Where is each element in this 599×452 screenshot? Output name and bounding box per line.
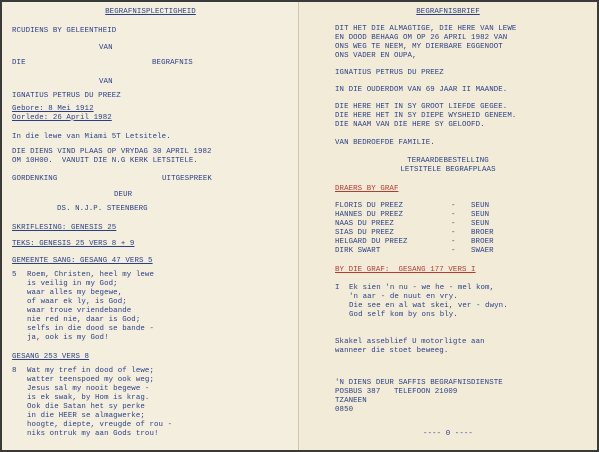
- by-label: DEUR: [114, 191, 133, 199]
- left-heading: BEGRAFNISPLECTIGHEID: [105, 8, 196, 16]
- hymn-line: waar alles my begewe,: [27, 289, 123, 297]
- burial-heading: TERAARDEBESTELLING: [407, 157, 489, 165]
- hymn-line: God self kom by ons bly.: [349, 311, 458, 319]
- service-line: OM 10H00. VANUIT DIE N.G KERK LETSITELE.: [12, 157, 198, 165]
- death-date: Oorlede: 26 April 1982: [12, 114, 112, 122]
- hymn-line: in die HEER se almagwerke;: [27, 412, 145, 420]
- bearer-dash: -: [451, 238, 456, 246]
- hymn-line: Ek sien 'n nu - we he - mel kom,: [349, 284, 495, 292]
- hymn-line: Wat my tref in dood of lewe;: [27, 367, 154, 375]
- deceased-name: IGNATIUS PETRUS DU PREEZ: [335, 69, 444, 77]
- hymn-line: watter teenspoed my ook weg;: [27, 376, 154, 384]
- bearer-dash: -: [451, 202, 456, 210]
- family-line: VAN BEDROEFDE FAMILIE.: [335, 139, 435, 147]
- hymn-line: is ek swak, by Hom is krag.: [27, 394, 150, 402]
- bearer-relation: BROER: [471, 229, 494, 237]
- hymn-line: 'n aar - de nuut en vry.: [349, 293, 458, 301]
- minister-name: DS. N.J.P. STEENBERG: [57, 205, 148, 213]
- hymn-line: waar troue vriendebande: [27, 307, 132, 315]
- intro-line: VAN: [99, 78, 113, 86]
- bearer-name: FLORIS DU PREEZ: [335, 202, 404, 210]
- bearer-relation: SEUN: [471, 202, 490, 210]
- undertaker-line: 'N DIENS DEUR SAFFIS BEGRAFNISDIENSTE: [335, 379, 503, 387]
- bearer-dash: -: [451, 220, 456, 228]
- right-heading: BEGRAFNISBRIEF: [416, 8, 480, 16]
- bearer-dash: -: [451, 211, 456, 219]
- announcement-line: ONS WEG TE NEEM, MY DIERBARE EGGENOOT: [335, 43, 503, 51]
- hymn-title: GESANG 253 VERS 8: [12, 353, 90, 361]
- announcement-line: ONS VADER EN OUPA,: [335, 52, 417, 60]
- bearer-name: HANNES DU PREEZ: [335, 211, 404, 219]
- bearer-relation: SEUN: [471, 220, 490, 228]
- announcement-line: DIT HET DIE ALMAGTIGE, DIE HERE VAN LEWE: [335, 25, 517, 33]
- undertaker-line: POSBUS 387 TELEFOON 21009: [335, 388, 458, 396]
- hymn-line: is veilig in my God;: [27, 280, 118, 288]
- bearer-name: NAAS DU PREEZ: [335, 220, 394, 228]
- intro-line: RCUDIENS BY GELEENTHEID: [12, 27, 117, 35]
- bearers-title: DRAERS BY GRAF: [335, 185, 399, 193]
- hymn-line: Die see en al wat skei, ver - dwyn.: [349, 302, 508, 310]
- verse-number: 5: [12, 271, 17, 279]
- grave-hymn-title: BY DIE GRAF: GESANG 177 VERS I: [335, 266, 476, 274]
- announcement-line: EN DOOD BEHAAG OM OP 26 APRIL 1982 VAN: [335, 34, 508, 42]
- bearer-dash: -: [451, 229, 456, 237]
- headlights-notice: Skakel asseblief U motorligte aan: [335, 338, 485, 346]
- memorial-label: UITGESPREEK: [162, 175, 212, 183]
- hymn-line: hoogte, diepte, vreugde of rou -: [27, 421, 173, 429]
- verse-number: 8: [12, 367, 17, 375]
- end-mark: ---- 0 ----: [423, 430, 473, 438]
- deceased-name: IGNATIUS PETRUS DU PREEZ: [12, 92, 121, 100]
- memorial-label: GORDENKING: [12, 175, 58, 183]
- bearer-dash: -: [451, 247, 456, 255]
- scripture-line: DIE NAAM VAN DIE HERE SY GELOOFD.: [335, 121, 485, 129]
- bearer-relation: SWAER: [471, 247, 494, 255]
- birth-date: Gebore: 8 Mei 1912: [12, 105, 94, 113]
- hymn-line: selfs in die dood se bande -: [27, 325, 154, 333]
- undertaker-line: TZANEEN: [335, 397, 367, 405]
- hymn-line: Roem, Christen, heel my lewe: [27, 271, 154, 279]
- intro-line: DIE: [12, 59, 26, 67]
- verse-number: I: [335, 284, 340, 292]
- age-line: IN DIE OUDERDOM VAN 69 JAAR II MAANDE.: [335, 86, 508, 94]
- hymn-title: GEMEENTE SANG: GESANG 47 VERS 5: [12, 257, 153, 265]
- burial-heading: LETSITELE BEGRAFPLAAS: [400, 166, 496, 174]
- bearer-name: HELGARD DU PREEZ: [335, 238, 408, 246]
- hymn-line: of waar ek ly, is God;: [27, 298, 127, 306]
- hymn-line: Jesus sal my nooit begewe -: [27, 385, 150, 393]
- scripture-line: DIE HERE HET IN SY GROOT LIEFDE GEGEE.: [335, 103, 508, 111]
- left-page: [2, 2, 299, 450]
- intro-line: BEGRAFNIS: [152, 59, 193, 67]
- scripture-line: DIE HERE HET IN SY DIEPE WYSHEID GENEEM.: [335, 112, 517, 120]
- hymn-line: Ook die Satan het sy perke: [27, 403, 145, 411]
- bearer-name: DIRK SWART: [335, 247, 381, 255]
- residence-line: In die lewe van Miami 5T Letsitele.: [12, 133, 171, 141]
- scripture-reading: SKRIFLESING: GENESIS 25: [12, 224, 117, 232]
- bearer-relation: BROER: [471, 238, 494, 246]
- headlights-notice: wanneer die stoet beweeg.: [335, 347, 449, 355]
- hymn-line: nie red nie, daar is God;: [27, 316, 141, 324]
- bearer-relation: SEUN: [471, 211, 490, 219]
- sermon-text: TEKS: GENESIS 25 VERS 8 + 9: [12, 240, 135, 248]
- right-page: [299, 2, 597, 450]
- hymn-line: niks ontruk my aan Gods trou!: [27, 430, 159, 438]
- funeral-program-sheet: [2, 2, 597, 450]
- bearer-name: SIAS DU PREEZ: [335, 229, 394, 237]
- intro-line: VAN: [99, 44, 113, 52]
- hymn-line: ja, ook is my God!: [27, 334, 109, 342]
- service-line: DIE DIENS VIND PLAAS OP VRYDAG 30 APRIL 1982: [12, 148, 212, 156]
- undertaker-line: 0850: [335, 406, 354, 414]
